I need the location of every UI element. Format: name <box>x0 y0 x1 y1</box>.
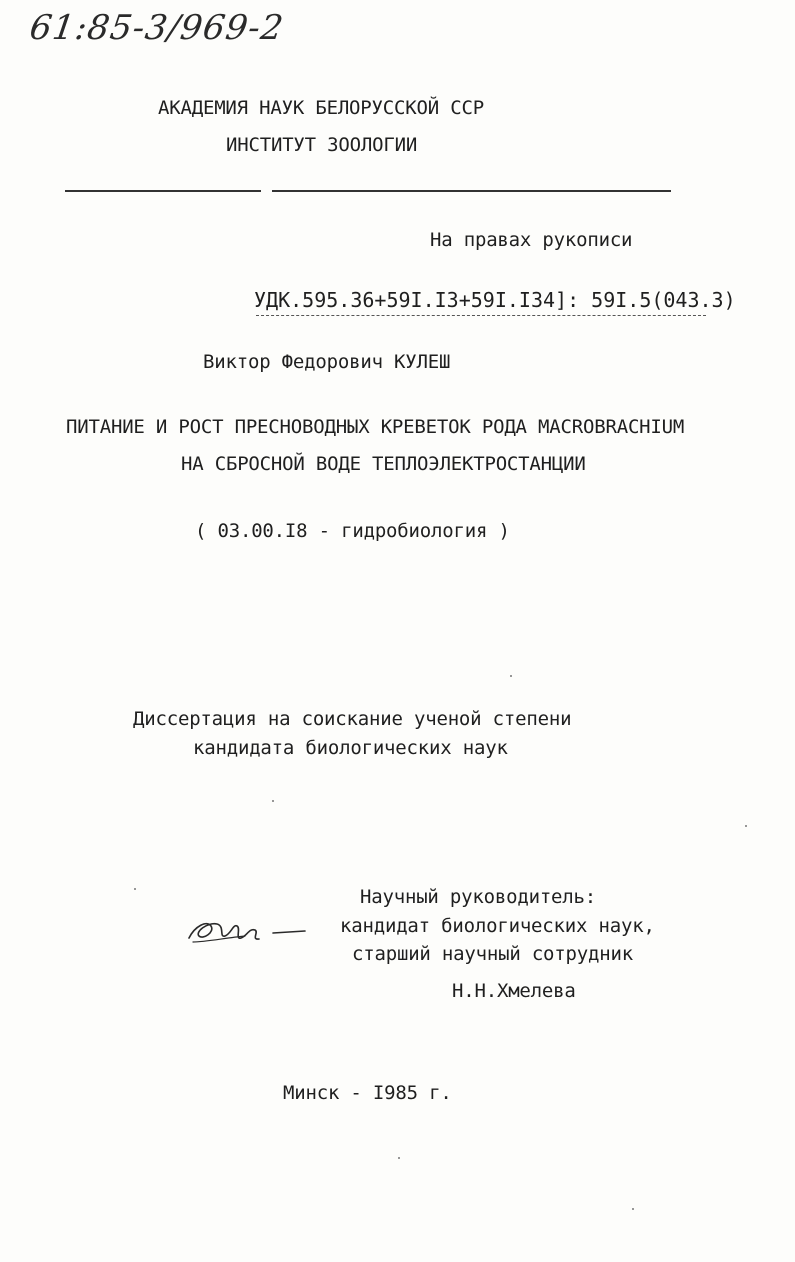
paper-speck <box>272 800 274 802</box>
supervisor-name: Н.Н.Хмелева <box>452 980 576 1002</box>
dissertation-line-1: Диссертация на соискание ученой степени <box>133 708 572 730</box>
paper-speck <box>745 825 747 827</box>
supervisor-heading: Научный руководитель: <box>360 886 597 908</box>
supervisor-degree: кандидат биологических наук, <box>340 915 655 937</box>
academy-heading: АКАДЕМИЯ НАУК БЕЛОРУССКОЙ ССР <box>158 97 484 119</box>
handwritten-signature <box>185 912 310 956</box>
supervisor-position: старший научный сотрудник <box>352 943 633 965</box>
specialty-code: ( 03.00.I8 - гидробиология ) <box>195 520 510 542</box>
paper-speck <box>510 675 512 677</box>
manuscript-rights-note: На правах рукописи <box>430 229 633 251</box>
author-name: Виктор Федорович КУЛЕШ <box>203 351 451 373</box>
institute-heading: ИНСТИТУТ ЗООЛОГИИ <box>226 134 418 156</box>
title-line-2: НА СБРОСНОЙ ВОДЕ ТЕПЛОЭЛЕКТРОСТАНЦИИ <box>181 453 586 475</box>
paper-speck <box>398 1157 400 1159</box>
title-line-1: ПИТАНИЕ И РОСТ ПРЕСНОВОДНЫХ КРЕВЕТОК РОДА MACROBRACHIUM <box>66 416 685 438</box>
place-and-year: Минск - I985 г. <box>283 1082 452 1104</box>
udk-underline <box>256 315 706 316</box>
header-rule-left <box>65 190 261 192</box>
header-rule-right <box>272 190 671 192</box>
dissertation-line-2: кандидата биологических наук <box>193 737 508 759</box>
udk-code: УДК.595.36+59I.I3+59I.I34]: 59I.5(043.3) <box>254 288 736 312</box>
archive-handwritten-number: 61:85-3/969-2 <box>27 8 287 48</box>
paper-speck <box>134 888 136 890</box>
paper-speck <box>632 1208 634 1210</box>
